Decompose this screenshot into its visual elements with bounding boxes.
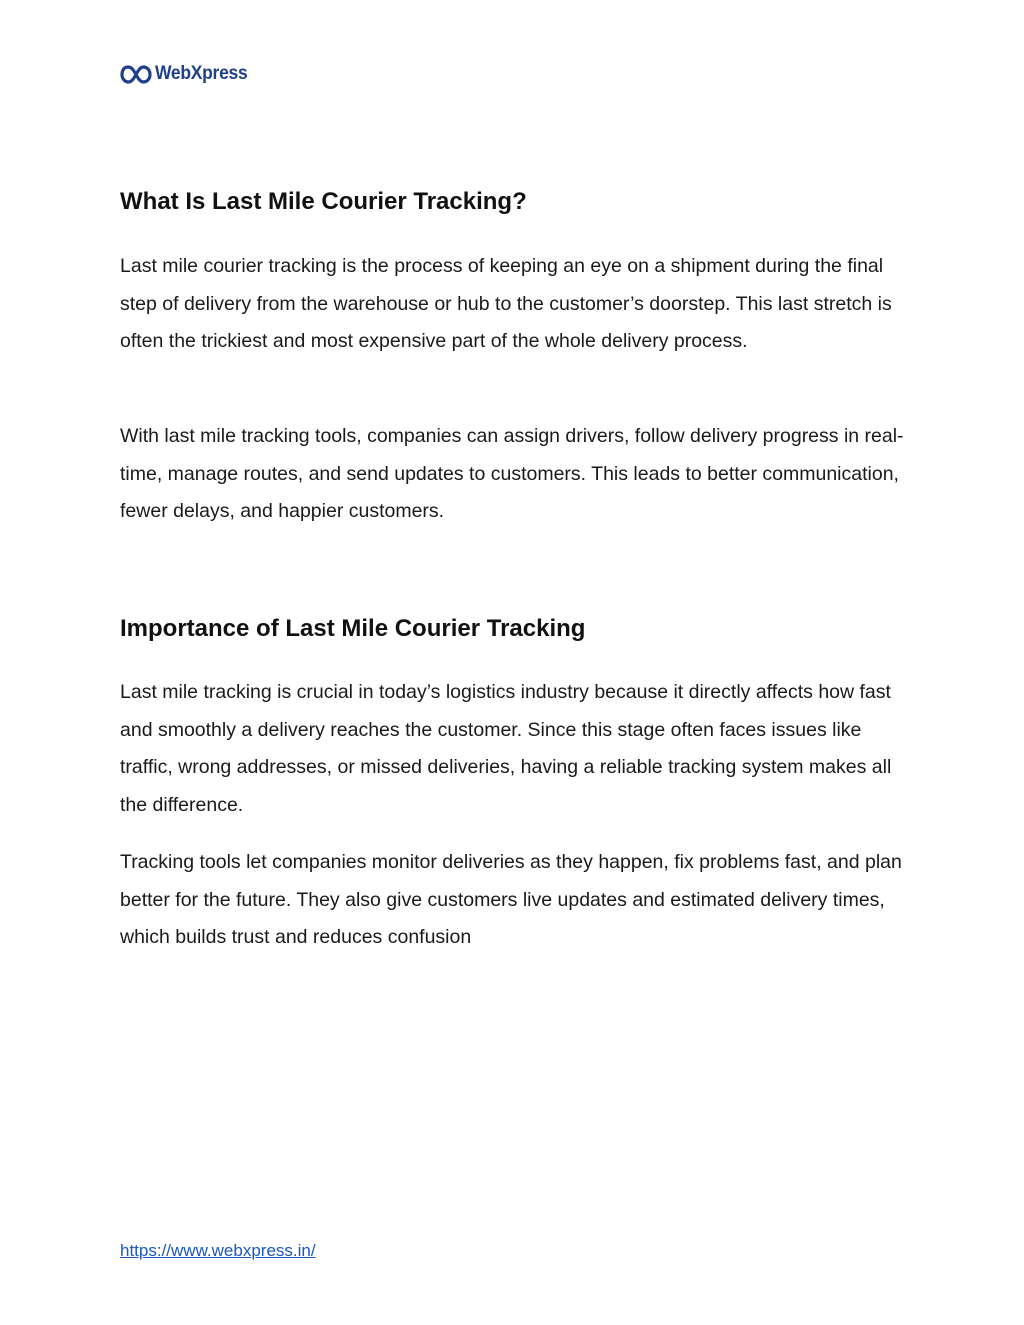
section-heading-importance: Importance of Last Mile Courier Tracking [120, 615, 586, 642]
infinity-logo-icon [120, 62, 152, 86]
website-link[interactable]: https://www.webxpress.in/ [120, 1241, 316, 1260]
brand-logo [120, 58, 255, 90]
logo-text-web: Web [155, 63, 191, 84]
logo-text-xpress: Xpress [190, 63, 248, 84]
paragraph: Tracking tools let companies monitor deliveries as they happen, fix problems fast, and plan better for the future. They also give customers live updates and estimated delivery times, which builds trust and reduces confusion [120, 851, 902, 948]
section-heading-what-is: What Is Last Mile Courier Tracking? [120, 188, 527, 215]
paragraph: Last mile courier tracking is the process of keeping an eye on a shipment during the final step of delivery from the warehouse or hub to the customer’s doorstep. This last stretch is often the trickiest and most expensive part of the whole delivery process. [120, 255, 892, 352]
paragraph: With last mile tracking tools, companies can assign drivers, follow delivery progress in real-time, manage routes, and send updates to customers. This leads to better communication, fewer delays, and happier customers. [120, 425, 904, 522]
logo-wordmark [155, 63, 247, 85]
paragraph: Last mile tracking is crucial in today’s logistics industry because it directly affects how fast and smoothly a delivery reaches the customer. Since this stage often faces issues like traffic, wrong addresses, or missed deliveries, having a reliable tracking system makes all the difference. [120, 681, 892, 816]
